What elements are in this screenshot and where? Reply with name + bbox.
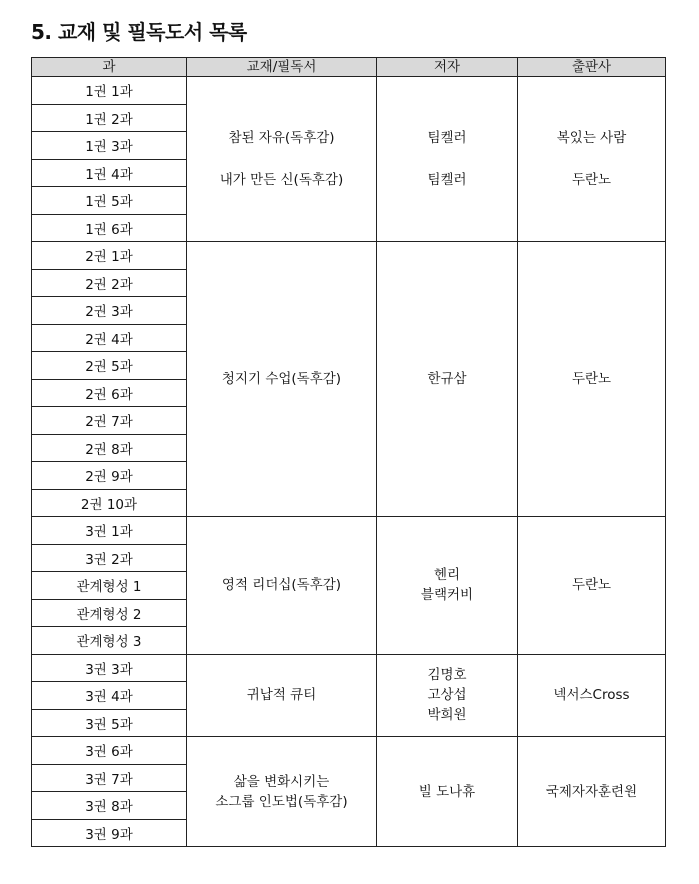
- book-cell: [187, 654, 377, 737]
- lesson-cell: 2권 9과: [32, 462, 187, 490]
- publisher-cell: [518, 737, 666, 847]
- author-cell: [377, 654, 518, 737]
- lesson-cell: 3권 6과: [32, 737, 187, 765]
- author-cell: [377, 242, 518, 517]
- lesson-cell: 관계형성 2: [32, 599, 187, 627]
- author-name: 김명호: [427, 667, 467, 684]
- lesson-cell: 2권 8과: [32, 434, 187, 462]
- author-name: 블랙커비: [420, 587, 474, 604]
- lesson-cell: 3권 3과: [32, 654, 187, 682]
- header-lesson: 과: [32, 58, 187, 77]
- book-title: 참된 자유(독후감): [228, 130, 335, 146]
- publisher-name: 넥서스Cross: [553, 687, 630, 704]
- publisher-name: 두란노: [571, 172, 612, 188]
- book-title: 내가 만든 신(독후감): [219, 172, 344, 188]
- lesson-cell: 1권 2과: [32, 104, 187, 132]
- lesson-cell: 2권 3과: [32, 297, 187, 325]
- author-cell: [377, 517, 518, 655]
- lesson-cell: 3권 7과: [32, 764, 187, 792]
- lesson-cell: 3권 4과: [32, 682, 187, 710]
- lesson-cell: 3권 5과: [32, 709, 187, 737]
- header-publisher: 출판사: [518, 58, 666, 77]
- book-cell: [187, 737, 377, 847]
- table-row: [32, 517, 666, 545]
- page-title: 5. 교재 및 필독도서 목록: [31, 20, 247, 44]
- lesson-cell: 3권 2과: [32, 544, 187, 572]
- book-cell: [187, 77, 377, 242]
- lesson-cell: 1권 6과: [32, 214, 187, 242]
- lesson-cell: 3권 1과: [32, 517, 187, 545]
- author-name: 팀켈러: [427, 172, 467, 188]
- publisher-cell: [518, 242, 666, 517]
- publisher-name: 두란노: [571, 577, 612, 594]
- table-row: [32, 242, 666, 270]
- lesson-cell: 2권 5과: [32, 352, 187, 380]
- table-row: [32, 654, 666, 682]
- lesson-cell: 2권 2과: [32, 269, 187, 297]
- lesson-cell: 2권 1과: [32, 242, 187, 270]
- book-title: 소그룹 인도법(독후감): [215, 793, 348, 810]
- publisher-cell: [518, 517, 666, 655]
- author-cell: [377, 77, 518, 242]
- author-name: 고상섭: [427, 687, 467, 704]
- header-author: 저자: [377, 58, 518, 77]
- lesson-cell: 2권 4과: [32, 324, 187, 352]
- lesson-cell: 관계형성 1: [32, 572, 187, 600]
- book-title: 삶을 변화시키는: [233, 773, 330, 790]
- author-name: 한규삼: [427, 371, 467, 387]
- author-name: 팀켈러: [427, 130, 467, 146]
- book-cell: [187, 517, 377, 655]
- author-name: 빌 도나휴: [418, 783, 476, 800]
- lesson-cell: 1권 1과: [32, 77, 187, 105]
- book-cell: [187, 242, 377, 517]
- lesson-cell: 2권 7과: [32, 407, 187, 435]
- publisher-cell: [518, 654, 666, 737]
- publisher-name: 국제자자훈련원: [545, 783, 638, 800]
- author-name: 헨리: [433, 567, 461, 584]
- author-cell: [377, 737, 518, 847]
- lesson-cell: 2권 10과: [32, 489, 187, 517]
- publisher-name: 두란노: [571, 371, 612, 387]
- book-title: 영적 리더십(독후감): [221, 577, 342, 594]
- author-name: 박희원: [427, 707, 467, 724]
- book-title: 청지기 수업(독후감): [221, 371, 342, 387]
- table-row: [32, 737, 666, 765]
- lesson-cell: 1권 5과: [32, 187, 187, 215]
- table-header-row: [32, 58, 666, 77]
- lesson-cell: 1권 4과: [32, 159, 187, 187]
- lesson-cell: 2권 6과: [32, 379, 187, 407]
- publisher-name: 복있는 사람: [556, 130, 627, 146]
- lesson-cell: 1권 3과: [32, 132, 187, 160]
- book-title: 귀납적 큐티: [246, 687, 317, 704]
- lesson-cell: 3권 9과: [32, 819, 187, 847]
- publisher-cell: [518, 77, 666, 242]
- header-book: 교재/필독서: [187, 58, 377, 77]
- reading-list-table: [31, 57, 666, 847]
- lesson-cell: 관계형성 3: [32, 627, 187, 655]
- lesson-cell: 3권 8과: [32, 792, 187, 820]
- table-row: [32, 77, 666, 105]
